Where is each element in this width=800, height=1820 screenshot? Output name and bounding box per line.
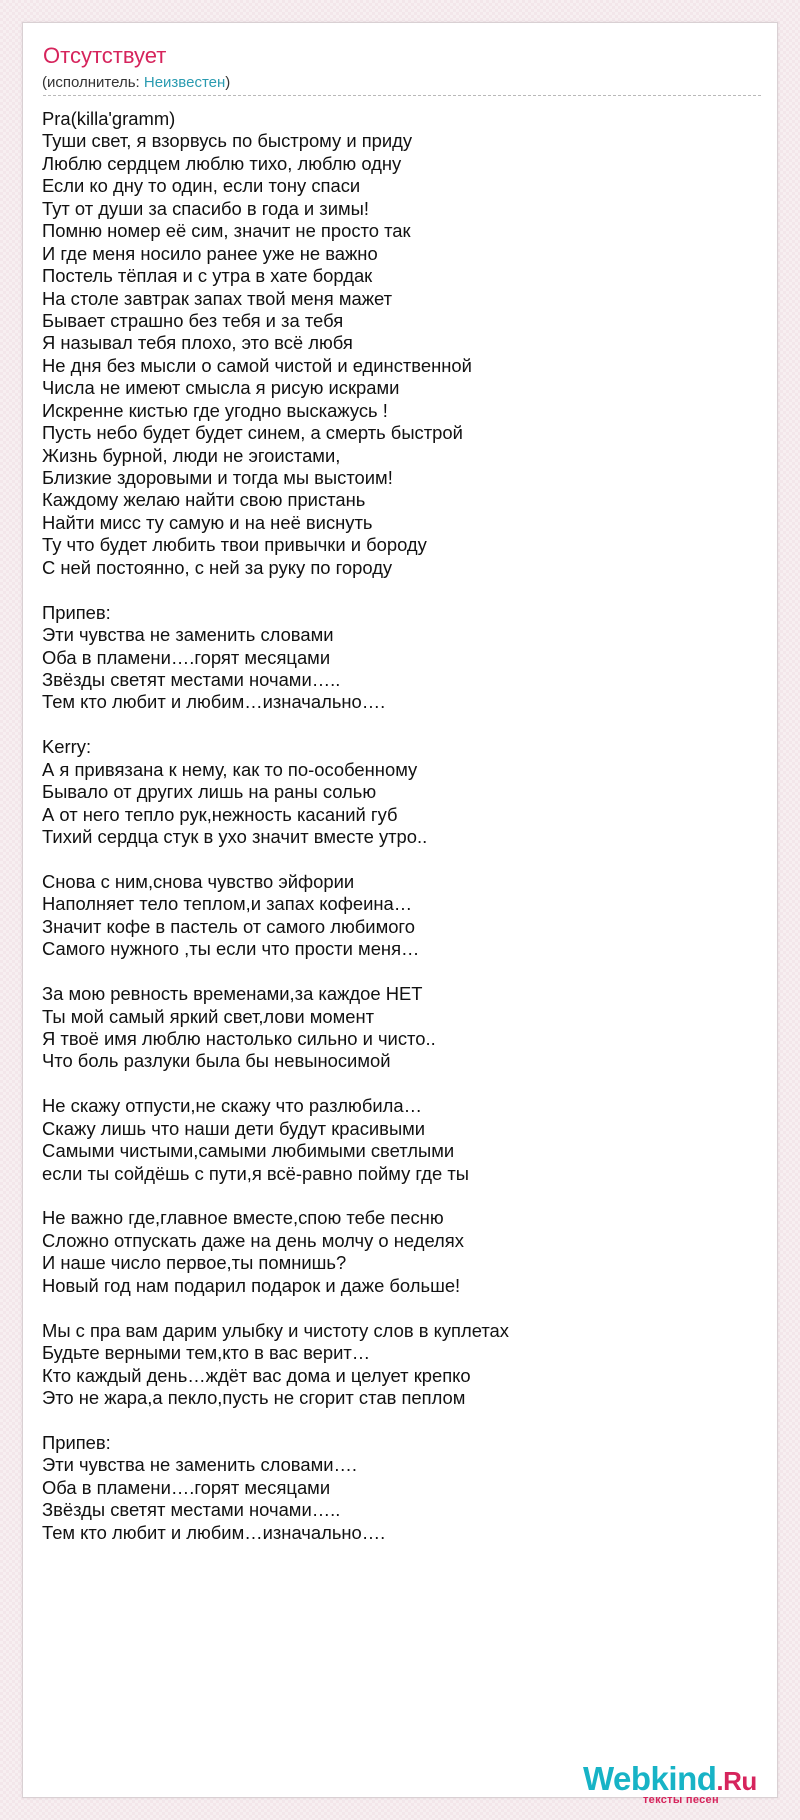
lyrics-line: Помню номер её сим, значит не просто так — [42, 220, 411, 242]
lyrics-line: За мою ревность временами,за каждое НЕТ — [42, 983, 423, 1005]
lyrics-line: Значит кофе в пастель от самого любимого — [42, 915, 415, 937]
lyrics-line: Это не жара,а пекло,пусть не сгорит став пеплом — [42, 1386, 466, 1408]
site-logo[interactable] — [583, 1761, 773, 1809]
lyrics-line: Звёзды светят местами ночами….. — [42, 668, 341, 690]
lyrics-line: На столе завтрак запах твой меня мажет — [42, 287, 393, 309]
lyrics-line: Близкие здоровыми и тогда мы выстоим! — [42, 467, 393, 488]
lyrics-line: С ней постоянно, с ней за руку по городу — [42, 556, 393, 578]
lyrics-line: Самыми чистыми,самыми любимыми светлыми — [42, 1140, 455, 1162]
song-title: Отсутствует — [43, 43, 167, 68]
lyrics-line: Тем кто любит и любим…изначально…. — [42, 691, 386, 713]
lyrics-line: Тем кто любит и любим…изначально…. — [42, 1521, 386, 1543]
lyrics-line: Найти мисс ту самую и на неё виснуть — [42, 511, 373, 533]
lyrics-line: Не дня без мысли о самой чистой и единственной — [42, 354, 472, 376]
lyrics-line: Эти чувства не заменить словами — [42, 624, 334, 646]
lyrics-line: Кто каждый день…ждёт вас дома и целует крепко — [42, 1364, 471, 1386]
lyrics-line: если ты сойдёшь с пути,я всё-равно пойму где ты — [42, 1162, 469, 1184]
lyrics-line: Искренне кистью где угодно выскажусь ! — [42, 399, 388, 421]
lyrics-line: Ты мой самый яркий свет,лови момент — [42, 1005, 375, 1027]
lyrics-blank-line — [42, 1183, 762, 1205]
lyrics-line: Снова с ним,снова чувство эйфории — [42, 870, 355, 892]
lyrics-blank-line — [42, 712, 762, 734]
lyrics-card — [22, 22, 778, 1806]
lyrics-line: Жизнь бурной, люди не эгоистами, — [42, 444, 341, 466]
lyrics-line: Самого нужного ,ты если что прости меня… — [42, 938, 420, 960]
lyrics-line: А я привязана к нему, как то по-особенному — [42, 758, 418, 780]
lyrics-blank-line — [42, 1071, 762, 1093]
lyrics-line: Новый год нам подарил подарок и даже больше! — [42, 1274, 461, 1296]
lyrics-line: Мы с пра вам дарим улыбку и чистоту слов в куплетах — [42, 1319, 509, 1341]
logo-name: Webkind — [583, 1760, 717, 1797]
lyrics-line: Эти чувства не заменить словами…. — [42, 1454, 358, 1476]
lyrics-line: Наполняет тело теплом,и запах кофеина… — [42, 893, 413, 915]
lyrics-line: Звёзды светят местами ночами….. — [42, 1499, 341, 1521]
lyrics-blank-line — [42, 846, 762, 868]
lyrics-line: Припев: — [42, 1431, 111, 1453]
logo-tagline: тексты песен — [643, 1794, 719, 1806]
artist-prefix: (исполнитель: — [42, 74, 144, 91]
lyrics-line: Оба в пламени….горят месяцами — [42, 1476, 331, 1498]
lyrics-line: Если ко дну то один, если тону спаси — [42, 175, 361, 197]
lyrics-blank-line — [42, 959, 762, 981]
lyrics-line: Пусть небо будет будет синем, а смерть быстрой — [42, 422, 463, 444]
lyrics-blank-line — [42, 1295, 762, 1317]
lyrics-line: Не важно где,главное вместе,спою тебе песню — [42, 1207, 444, 1229]
lyrics-blank-line — [42, 577, 762, 599]
divider — [43, 95, 761, 96]
lyrics-line: Бывает страшно без тебя и за тебя — [42, 309, 344, 331]
lyrics-line: Тихий сердца стук в ухо значит вместе утро.. — [42, 826, 428, 847]
lyrics-line: Ту что будет любить твои привычки и бороду — [42, 534, 427, 556]
lyrics-line: А от него тепло рук,нежность касаний губ — [42, 803, 398, 825]
lyrics-line: И наше число первое,ты помнишь? — [42, 1252, 347, 1274]
lyrics-line: Каждому желаю найти свою пристань — [42, 489, 366, 511]
lyrics-line: Kerry: — [42, 736, 92, 758]
lyrics-line: Я называл тебя плохо, это всё любя — [42, 332, 353, 354]
lyrics-line: Pra(killa'gramm) — [42, 108, 176, 129]
artist-suffix: ) — [225, 74, 231, 91]
lyrics-text — [42, 106, 762, 1542]
lyrics-line: Сложно отпускать даже на день молчу о неделях — [42, 1229, 464, 1251]
lyrics-line: И где меня носило ранее уже не важно — [42, 242, 378, 264]
lyrics-blank-line — [42, 1407, 762, 1429]
lyrics-line: Будьте верными тем,кто в вас верит… — [42, 1342, 371, 1364]
lyrics-line: Туши свет, я взорвусь по быстрому и приду — [42, 130, 413, 152]
lyrics-line: Оба в пламени….горят месяцами — [42, 646, 331, 668]
lyrics-line: Числа не имеют смысла я рисую искрами — [42, 377, 400, 399]
lyrics-line: Бывало от других лишь на раны солью — [42, 781, 377, 803]
lyrics-line: Я твоё имя люблю настолько сильно и чисто.. — [42, 1027, 436, 1049]
lyrics-line: Припев: — [42, 601, 111, 623]
lyrics-line: Постель тёплая и с утра в хате бордак — [42, 265, 373, 287]
artist-line — [42, 74, 230, 92]
lyrics-line: Скажу лишь что наши дети будут красивыми — [42, 1117, 426, 1139]
lyrics-line: Тут от души за спасибо в года и зимы! — [42, 197, 369, 219]
lyrics-line: Что боль разлуки была бы невыносимой — [42, 1050, 391, 1072]
logo-tld: .Ru — [716, 1766, 757, 1796]
lyrics-line: Люблю сердцем люблю тихо, люблю одну — [42, 152, 402, 174]
artist-link[interactable]: Неизвестен — [143, 74, 226, 91]
lyrics-line: Не скажу отпусти,не скажу что разлюбила… — [42, 1095, 422, 1117]
